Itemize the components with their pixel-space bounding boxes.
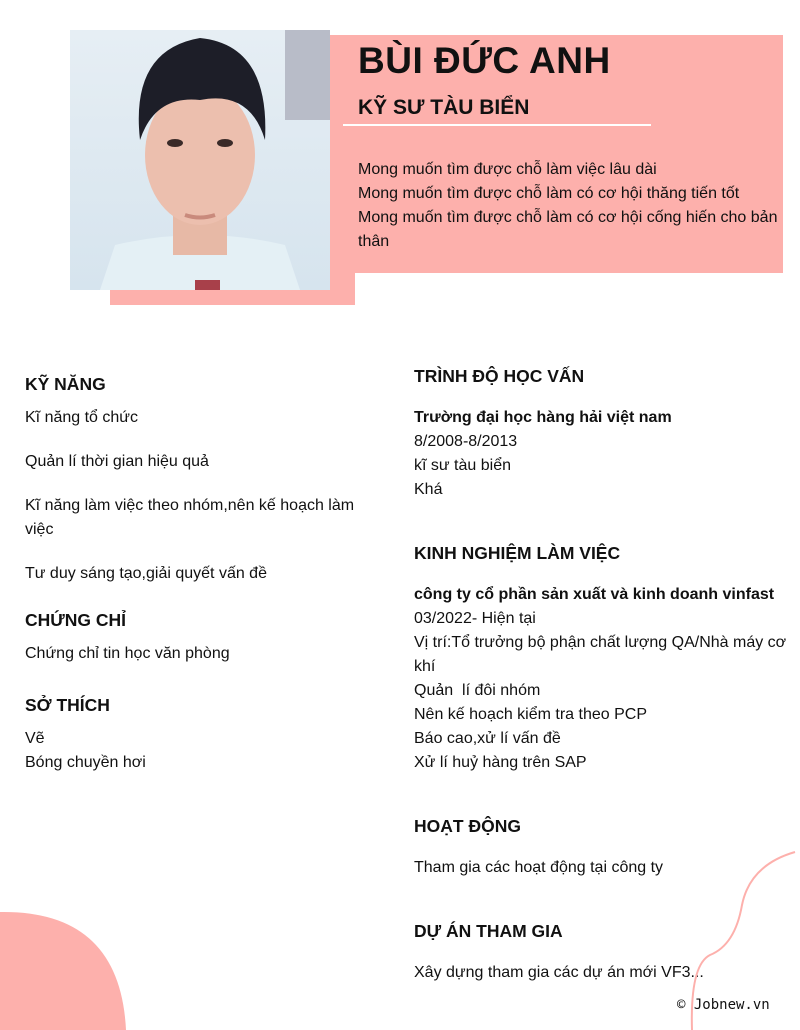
education-period: 8/2008-8/2013 — [414, 433, 518, 450]
section-heading-experience: KINH NGHIỆM LÀM VIỆC — [414, 543, 621, 563]
section-heading-projects: DỰ ÁN THAM GIA — [414, 921, 563, 941]
experience-entry — [414, 583, 789, 775]
profile-photo — [70, 30, 330, 290]
experience-period: 03/2022- Hiện tại — [414, 610, 536, 627]
watermark: © Jobnew.vn — [677, 997, 770, 1013]
experience-line: Quản lí đôi nhóm — [414, 682, 541, 699]
experience-line: Xử lí huỷ hàng trên SAP — [414, 754, 587, 771]
career-objectives — [358, 158, 778, 254]
decor-quarter-circle — [0, 900, 140, 1030]
objective: Mong muốn tìm được chỗ làm có cơ hội thăng tiến tốt — [358, 185, 740, 202]
section-heading-education: TRÌNH ĐỘ HỌC VẤN — [414, 366, 585, 386]
experience-line: Nên kế hoạch kiểm tra theo PCP — [414, 706, 648, 723]
section-heading-skills: KỸ NĂNG — [25, 374, 106, 394]
objective: Mong muốn tìm được chỗ làm việc lâu dài — [358, 161, 657, 178]
skill-item: Kĩ năng làm việc theo nhóm,nên kế hoạch làm việc — [25, 497, 355, 538]
school-name: Trường đại học hàng hải việt nam — [414, 409, 672, 426]
skills-list — [25, 406, 355, 586]
project-text: Xây dựng tham gia các dự án mới VF3... — [414, 964, 704, 981]
section-heading-activities: HOẠT ĐỘNG — [414, 816, 521, 836]
skill-item: Quản lí thời gian hiệu quả — [25, 453, 209, 470]
education-entry — [414, 406, 794, 502]
skill-item: Kĩ năng tổ chức — [25, 409, 138, 426]
hobbies-list — [25, 727, 146, 775]
section-heading-hobbies: SỞ THÍCH — [25, 695, 110, 715]
activity-text: Tham gia các hoạt động tại công ty — [414, 859, 664, 876]
company-name: công ty cổ phần sản xuất và kinh doanh vinfast — [414, 586, 775, 603]
objective: Mong muốn tìm được chỗ làm có cơ hội cống hiến cho bản thân — [358, 209, 778, 250]
experience-line: Vị trí:Tổ trưởng bộ phận chất lượng QA/Nhà máy cơ khí — [414, 634, 787, 675]
hobby-item: Vẽ — [25, 730, 45, 747]
certificate-item: Chứng chỉ tin học văn phòng — [25, 645, 230, 662]
experience-line: Báo cao,xử lí vấn đề — [414, 730, 561, 747]
hobby-item: Bóng chuyền hơi — [25, 754, 146, 771]
education-major: kĩ sư tàu biển — [414, 457, 511, 474]
skill-item: Tư duy sáng tạo,giải quyết vấn đề — [25, 565, 267, 582]
education-grade: Khá — [414, 481, 443, 498]
candidate-name: BÙI ĐỨC ANH — [358, 40, 611, 81]
divider — [343, 124, 651, 126]
job-title: KỸ SƯ TÀU BIỂN — [358, 96, 530, 119]
section-heading-certificates: CHỨNG CHỈ — [25, 610, 127, 630]
